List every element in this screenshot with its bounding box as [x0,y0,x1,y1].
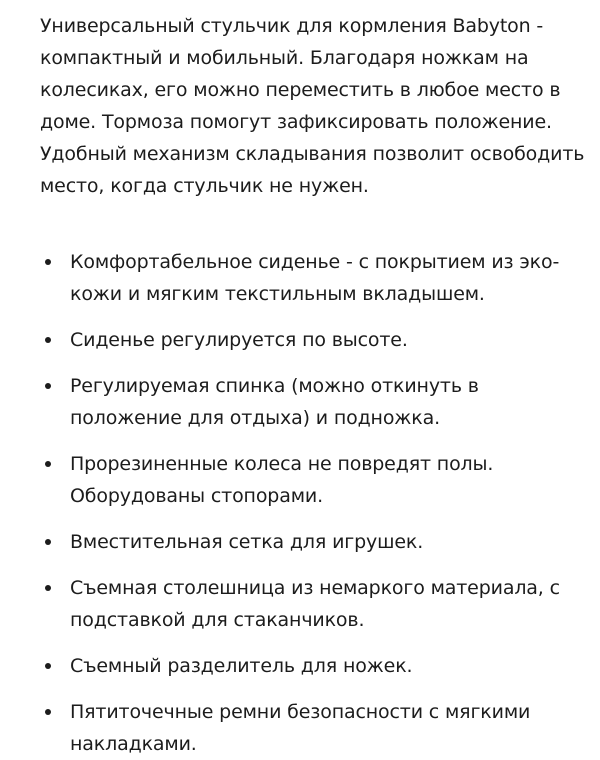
list-item [40,246,585,310]
bullet-icon [45,337,51,343]
feature-list [40,246,585,760]
list-item [40,526,585,558]
list-item [40,448,585,512]
bullet-icon [45,461,51,467]
list-item [40,650,585,682]
bullet-icon [45,259,51,265]
list-item-text: Комфортабельное сиденье - с покрытием из эко-кожи и мягким текстильным вкладышем. [70,251,560,305]
bullet-icon [45,585,51,591]
list-item-text: Съемная столешница из немаркого материала, с подставкой для стаканчиков. [70,577,560,631]
list-item-text: Прорезиненные колеса не повредят полы. Оборудованы стопорами. [70,453,494,507]
list-item-text: Регулируемая спинка (можно откинуть в положение для отдыха) и подножка. [70,375,479,429]
list-item [40,370,585,434]
list-item-text: Вместительная сетка для игрушек. [70,531,424,553]
product-description [40,0,585,755]
list-item [40,696,585,760]
bullet-icon [45,709,51,715]
bullet-icon [45,539,51,545]
bullet-icon [45,383,51,389]
intro-paragraph: Универсальный стульчик для кормления Babyton - компактный и мобильный. Благодаря ножкам на колесиках, его можно переместить в любое место в доме. Тормоза помогут зафиксировать положение. Удобный механизм складывания позволит освободить место, когда стульчик не нужен. [40,15,585,197]
list-item-text: Сиденье регулируется по высоте. [70,329,408,351]
list-item-text: Пятиточечные ремни безопасности с мягкими накладками. [70,701,531,755]
list-item-text: Съемный разделитель для ножек. [70,655,413,677]
list-item [40,324,585,356]
bullet-icon [45,663,51,669]
list-item [40,572,585,636]
